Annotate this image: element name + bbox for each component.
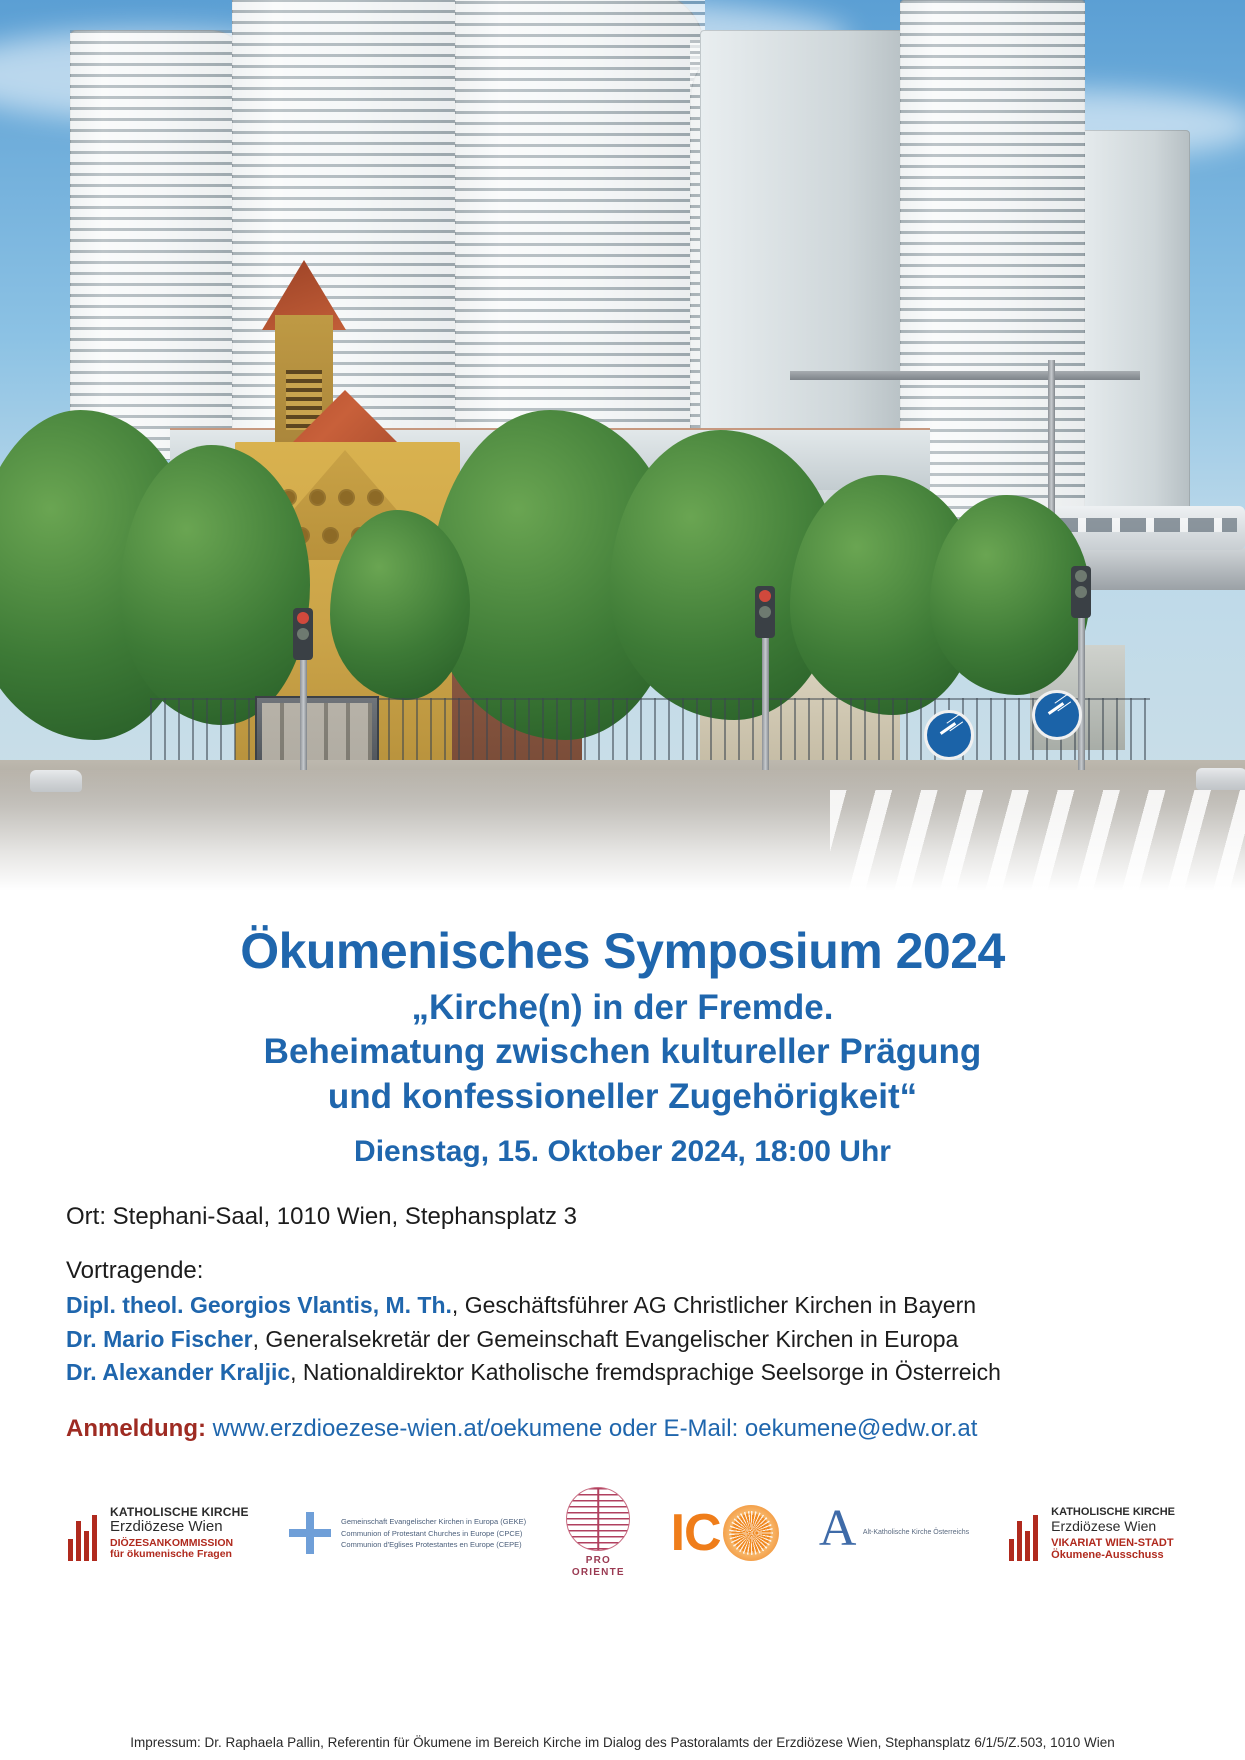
event-datetime: Dienstag, 15. Oktober 2024, 18:00 Uhr <box>354 1135 891 1169</box>
poster-board-icon <box>255 696 379 770</box>
event-location: Ort: Stephani-Saal, 1010 Wien, Stephansplatz 3 <box>66 1203 577 1231</box>
subtitle-line-2: Beheimatung zwischen kultureller Prägung <box>263 1032 982 1072</box>
registration-line <box>58 1415 1187 1443</box>
logo-line: Gemeinschaft Evangelischer Kirchen in Europa (GEKE) <box>340 1516 527 1526</box>
logo-line: PRO <box>585 1554 611 1566</box>
speaker-name: Dipl. theol. Georgios Vlantis, M. Th. <box>66 1292 452 1319</box>
blue-directional-sign-icon <box>1032 690 1082 740</box>
traffic-signal-icon <box>1071 566 1091 618</box>
un-city-tower <box>70 30 250 460</box>
cross-icon <box>289 1512 331 1554</box>
logo-altkatholische-kirche <box>818 1500 970 1563</box>
logo-line: A <box>818 1500 857 1558</box>
logo-line: Communion of Protestant Churches in Europe (CPCE) <box>340 1528 523 1538</box>
subtitle-line-1: „Kirche(n) in der Fremde. <box>411 988 834 1027</box>
logo-line: Erzdiözese Wien <box>1051 1517 1157 1534</box>
speaker-name: Dr. Alexander Kraljic <box>66 1359 291 1385</box>
logo-line: ORIENTE <box>571 1567 625 1579</box>
tree <box>330 510 470 700</box>
speaker-name: Dr. Mario Fischer <box>66 1325 253 1352</box>
logo-line: VIKARIAT WIEN-STADT <box>1051 1536 1174 1549</box>
logo-line: für ökumenische Fragen <box>110 1548 232 1561</box>
sun-icon <box>723 1505 779 1561</box>
logo-strip <box>58 1485 1187 1581</box>
page-title: Ökumenisches Symposium 2024 <box>240 923 1005 979</box>
logo-pro-oriente <box>566 1487 630 1580</box>
un-city-tower <box>455 0 705 460</box>
registration-link[interactable]: www.erzdioezese-wien.at/oekumene oder E-Mail: oekumene@edw.or.at <box>212 1415 978 1443</box>
speaker-role: , Nationaldirektor Katholische fremdsprachige Seelsorge in Österreich <box>290 1359 1001 1385</box>
photo-fade-overlay <box>0 770 1245 890</box>
speaker-role: , Generalsekretär der Gemeinschaft Evangelischer Kirchen in Europa <box>252 1325 959 1352</box>
speaker-row <box>66 1356 1187 1389</box>
logo-line: KATHOLISCHE KIRCHE <box>110 1504 249 1519</box>
signal-pole <box>1078 610 1085 770</box>
impressum-text: Impressum: Dr. Raphaela Pallin, Referentin für Ökumene im Bereich Kirche im Dialog des Pastoralamts der Erzdiözese Wien, Stephansplatz 6/1/5/Z.503, 1010 Wien <box>130 1735 1115 1750</box>
street-light-gantry <box>790 371 1140 380</box>
logo-line: Erzdiözese Wien <box>110 1517 223 1535</box>
cathedral-mark-icon <box>68 1513 102 1561</box>
traffic-signal-icon <box>755 586 775 638</box>
signal-pole <box>300 650 307 770</box>
blue-directional-sign-icon <box>924 710 974 760</box>
logo-line: IC <box>670 1503 721 1562</box>
un-city-tower <box>1070 130 1190 560</box>
signal-pole <box>762 630 769 770</box>
tree <box>120 445 310 725</box>
logo-erzdioezese-wien <box>68 1506 249 1561</box>
poster-content <box>0 922 1245 1581</box>
cathedral-mark-icon <box>1009 1513 1043 1561</box>
striped-circle-icon <box>566 1487 630 1551</box>
logo-line: KATHOLISCHE KIRCHE <box>1051 1505 1175 1518</box>
poster-subtitle <box>58 986 1187 1119</box>
logo-line: Ökumene-Ausschuss <box>1051 1548 1164 1561</box>
logo-vikariat-wien-stadt <box>1009 1506 1175 1561</box>
logo-line: Alt-Katholische Kirche Österreichs <box>862 1529 970 1537</box>
un-city-tower <box>232 0 467 460</box>
subtitle-line-3: und konfessioneller Zugehörigkeit“ <box>327 1076 918 1116</box>
logo-cpce <box>289 1512 526 1554</box>
logo-ico <box>671 1505 779 1561</box>
speaker-role: , Geschäftsführer AG Christlicher Kirchen in Bayern <box>451 1292 977 1319</box>
speaker-row <box>66 1323 1187 1356</box>
speakers-label: Vortragende: <box>66 1257 204 1285</box>
logo-line: Communion d'Eglises Protestantes en Europe (CEPE) <box>340 1540 522 1550</box>
tree <box>930 495 1090 695</box>
logo-line: DIÖZESANKOMMISSION <box>110 1537 234 1550</box>
registration-label: Anmeldung: <box>66 1415 206 1443</box>
speaker-row <box>66 1289 1187 1322</box>
speakers-section <box>58 1257 1187 1389</box>
traffic-signal-icon <box>293 608 313 660</box>
gable-ornament-row <box>282 491 382 504</box>
